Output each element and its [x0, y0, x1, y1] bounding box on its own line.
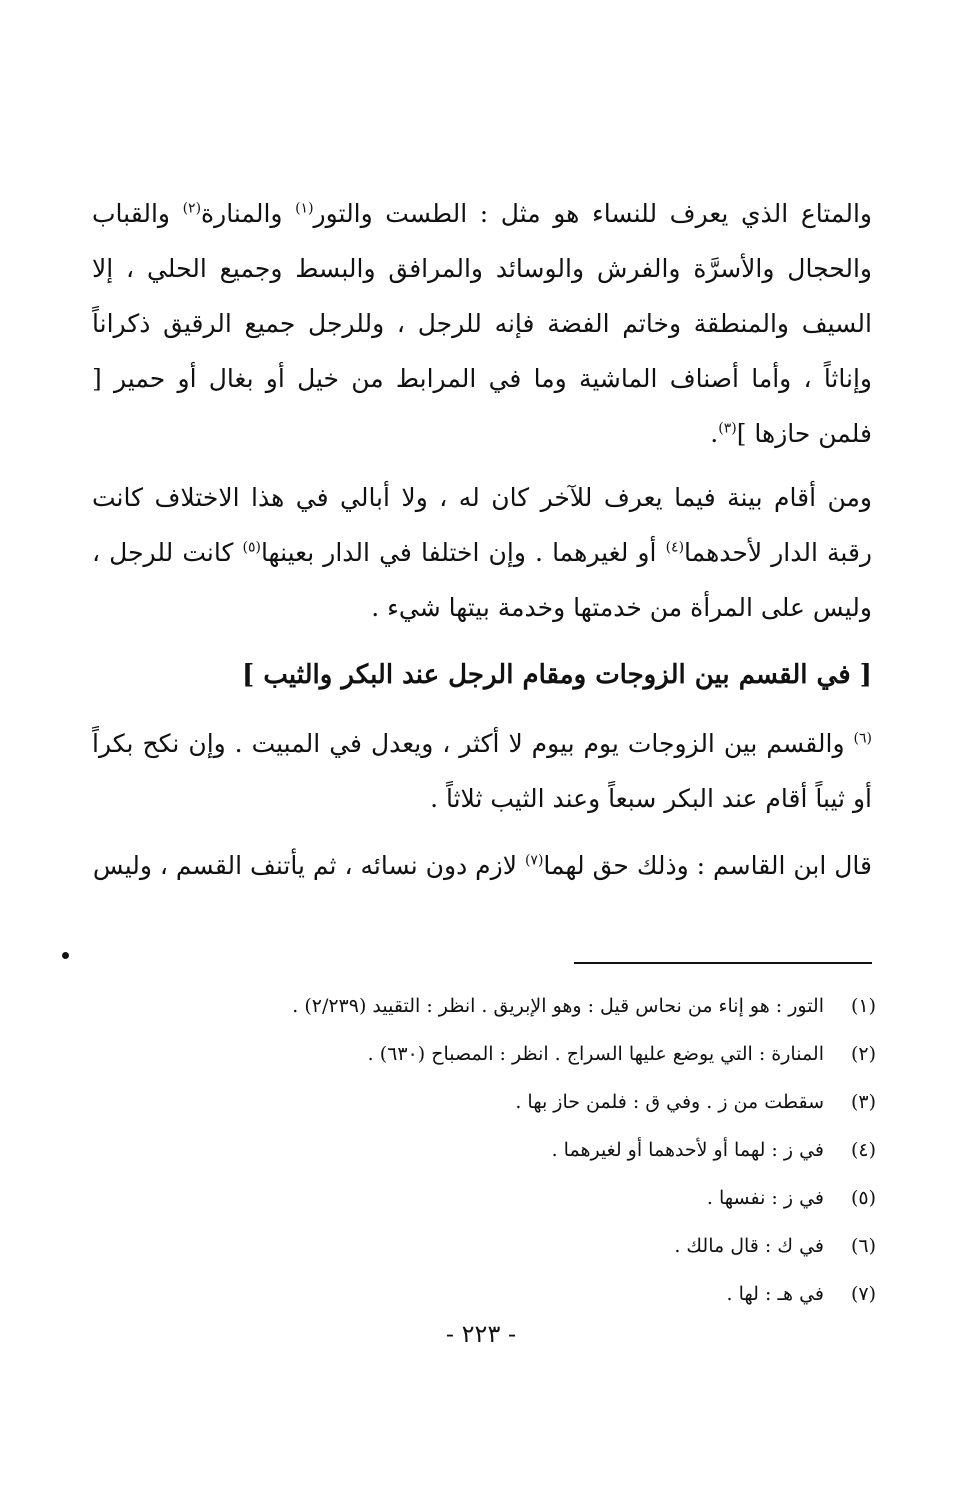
- footnote-separator: [574, 962, 872, 964]
- paragraph-2-text-c: كانت للرجل ، وليس على المرأة من خدمتها وخدمة بيتها شيء .: [92, 538, 872, 622]
- paragraph-3: [92, 716, 872, 826]
- footnote-text: في ز : نفسها .: [706, 1187, 824, 1209]
- paragraph-2-text-a: ومن أقام بينة فيما يعرف للآخر كان له ، ولا أبالي في هذا الاختلاف كانت رقبة الدار لأحدهما: [92, 483, 872, 567]
- footnote-number: (١): [850, 995, 876, 1017]
- footnote-item: [92, 1078, 876, 1126]
- footnote-item: [92, 1270, 876, 1318]
- footnote-number: (٤): [850, 1139, 876, 1161]
- footnotes-list: [92, 982, 876, 1318]
- paragraph-1-text-c: والقباب والحجال والأسرَّة والفرش والوسائد والمرافق والبسط وجميع الحلي ، إلا السيف والمنطقة وخاتم الفضة فإنه للرجل ، وللرجل جميع الرقيق ذكراناً وإناثاً ، وأما أصناف الماشية وما في المرابط من خيل أو بغال أو حمير [ فلمن حازها ]: [92, 199, 872, 448]
- footnote-item: [92, 982, 876, 1030]
- footnote-text: في هـ : لها .: [726, 1283, 824, 1305]
- paragraph-1: [92, 186, 872, 461]
- footnote-ref-4[interactable]: (٤): [665, 539, 685, 556]
- paragraph-4: [92, 838, 872, 893]
- footnote-text: سقطت من ز . وفي ق : فلمن حاز بها .: [515, 1091, 824, 1113]
- paragraph-2-text-b: أو لغيرهما . وإن اختلفا في الدار بعينها: [260, 538, 666, 567]
- paragraph-2: [92, 470, 872, 635]
- footnote-ref-2[interactable]: (٢): [182, 200, 202, 217]
- section-heading: [ في القسم بين الزوجات ومقام الرجل عند البكر والثيب ]: [242, 660, 872, 690]
- footnote-ref-3[interactable]: (٣): [718, 420, 737, 437]
- footnote-ref-7[interactable]: (٧): [524, 852, 544, 869]
- page-number: - ٢٢٣ -: [445, 1320, 517, 1348]
- footnote-text: التور : هو إناء من نحاس قيل : وهو الإبريق . انظر : التقييد (٢/٢٣٩) .: [292, 995, 824, 1017]
- footnote-number: (٥): [850, 1187, 876, 1209]
- footnote-number: (٦): [850, 1235, 876, 1257]
- footnote-item: [92, 1174, 876, 1222]
- footnote-ref-1[interactable]: (١): [295, 200, 314, 217]
- footnote-item: [92, 1030, 876, 1078]
- paragraph-1-text-a: والمتاع الذي يعرف للنساء هو مثل : الطست والتور: [313, 199, 872, 228]
- paragraph-1-text-b: والمنارة: [201, 199, 296, 228]
- footnote-item: [92, 1222, 876, 1270]
- footnote-number: (٣): [850, 1091, 876, 1113]
- footnote-text: في ك : قال مالك .: [674, 1235, 824, 1257]
- footnote-item: [92, 1126, 876, 1174]
- paragraph-4-text-a: قال ابن القاسم : وذلك حق لهما: [543, 851, 872, 880]
- margin-dot: [62, 952, 69, 959]
- paragraph-3-text-a: والقسم بين الزوجات يوم بيوم لا أكثر ، ويعدل في المبيت . وإن نكح بكراً أو ثيباً أقام عند البكر سبعاً وعند الثيب ثلاثاً .: [92, 729, 872, 813]
- footnote-number: (٢): [850, 1043, 876, 1065]
- paragraph-4-text-b: لازم دون نسائه ، ثم يأتنف القسم ، وليس: [92, 851, 525, 880]
- footnote-ref-5[interactable]: (٥): [242, 539, 261, 556]
- footnote-text: في ز : لهما أو لأحدهما أو لغيرهما .: [551, 1139, 824, 1161]
- footnote-text: المنارة : التي يوضع عليها السراج . انظر : المصباح (٦٣٠) .: [367, 1043, 824, 1065]
- footnote-ref-6[interactable]: (٦): [853, 730, 872, 747]
- paragraph-1-text-d: .: [710, 419, 719, 448]
- footnote-number: (٧): [850, 1283, 876, 1305]
